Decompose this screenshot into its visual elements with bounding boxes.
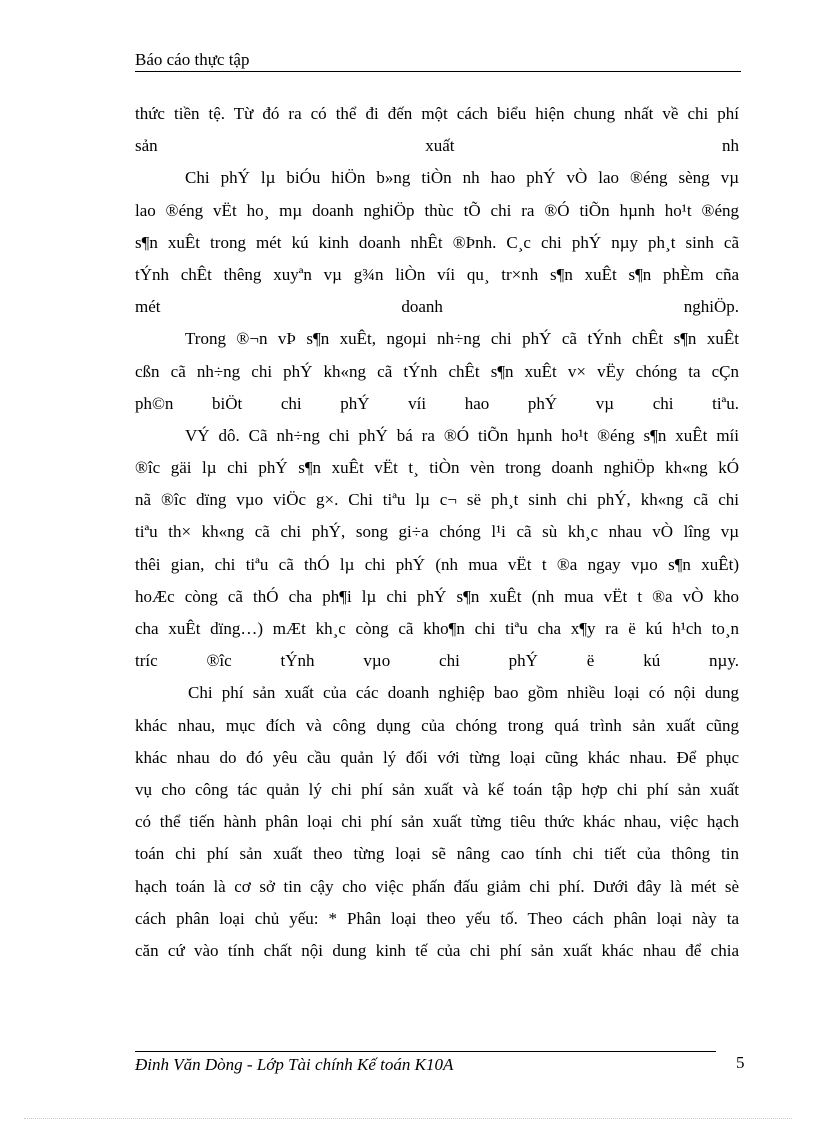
page-header-title: Báo cáo thực tập <box>135 50 250 69</box>
page-bottom-edge <box>24 1118 792 1119</box>
text-line: toán chi phí sản xuất theo từng loại sẽ nâng cao tính chi tiết của thông tin <box>135 844 739 864</box>
text-line: cßn cã nh÷ng chi phÝ kh«ng cã tÝnh chÊt s¶n xuÊt v× vËy chóng ta cÇn <box>135 361 739 381</box>
footer-divider <box>135 1051 716 1052</box>
text-line: thức tiền tệ. Từ đó ra có thể đi đến một cách biểu hiện chung nhất về chi phí <box>135 104 739 123</box>
text-line: vụ cho công tác quản lý chi phí sản xuất và kế toán tập hợp chi phí sản xuất <box>135 779 739 799</box>
text-line: cha xuÊt dïng…) mÆt kh¸c còng cã kho¶n chi tiªu cha x¶y ra ë kú h¹ch to¸n <box>135 619 739 638</box>
text-line: mét doanh nghiÖp. <box>135 297 739 317</box>
text-line: khác nhau, mục đích và công dụng của chóng trong quá trình sản xuất cũng <box>135 715 739 735</box>
header-divider <box>135 71 741 72</box>
text-line: Chi phÝ lµ biÓu hiÖn b»ng tiÒn nh hao phÝ vÒ lao ®éng sèng vµ <box>185 168 739 188</box>
text-line: cách phân loại chủ yếu: * Phân loại theo yếu tố. Theo cách phân loại này ta <box>135 908 739 928</box>
page-number: 5 <box>736 1053 745 1072</box>
text-line: tríc ®îc tÝnh vµo chi phÝ ë kú nµy. <box>135 651 739 671</box>
text-line: căn cứ vào tính chất nội dung kinh tế của chi phí sản xuất khác nhau để chia <box>135 940 739 960</box>
text-line: hạch toán là cơ sở tin cậy cho việc phấn đấu giảm chi phí. Dưới đây là mét sè <box>135 876 739 896</box>
text-line: ph©n biÖt chi phÝ víi hao phÝ vµ chi tiªu. <box>135 393 739 413</box>
text-line: Chi phí sản xuất của các doanh nghiệp bao gồm nhiều loại có nội dung <box>188 683 739 703</box>
text-line: s¶n xuÊt trong mét kú kinh doanh nhÊt ®Þnh. C¸c chi phÝ nµy ph¸t sinh cã <box>135 232 739 252</box>
footer-author: Đinh Văn Dòng - Lớp Tài chính Kế toán K10A <box>135 1055 454 1074</box>
text-line: Trong ®¬n vÞ s¶n xuÊt, ngoµi nh÷ng chi phÝ cã tÝnh chÊt s¶n xuÊt <box>185 329 739 349</box>
text-line: VÝ dô. Cã nh÷ng chi phÝ bá ra ®Ó tiÕn hµnh ho¹t ®éng s¶n xuÊt míi <box>185 425 739 445</box>
text-line: ®îc gäi lµ chi phÝ s¶n xuÊt vËt t¸ tiÒn vèn trong doanh nghiÖp kh«ng kÓ <box>135 458 739 478</box>
body-text <box>135 98 739 967</box>
text-line: tiªu th× kh«ng cã chi phÝ, song gi÷a chóng l¹i cã sù kh¸c nhau vÒ lîng vµ <box>135 522 739 542</box>
text-line: lao ®éng vËt ho¸ mµ doanh nghiÖp thùc tÕ chi ra ®Ó tiÕn hµnh ho¹t ®éng <box>135 200 739 220</box>
text-line: hoÆc còng cã thÓ cha ph¶i lµ chi phÝ s¶n xuÊt (nh mua vËt t ®a vÒ kho <box>135 586 739 606</box>
text-line: khác nhau do đó yêu cầu quản lý đối với từng loại cũng khác nhau. Để phục <box>135 747 739 767</box>
text-line: tÝnh chÊt thêng xuyªn vµ g¾n liÒn víi qu¸ tr×nh s¶n xuÊt s¶n phÈm cña <box>135 264 739 284</box>
text-line: nã ®îc dïng vµo viÖc g×. Chi tiªu lµ c¬ së ph¸t sinh chi phÝ, kh«ng cã chi <box>135 490 739 510</box>
text-line: có thể tiến hành phân loại chi phí sản xuất từng tiêu thức khác nhau, việc hạch <box>135 812 739 832</box>
text-line: thêi gian, chi tiªu cã thÓ lµ chi phÝ (nh mua vËt t ®a ngay vµo s¶n xuÊt) <box>135 554 739 574</box>
text-line: sản xuất nh <box>135 136 739 156</box>
